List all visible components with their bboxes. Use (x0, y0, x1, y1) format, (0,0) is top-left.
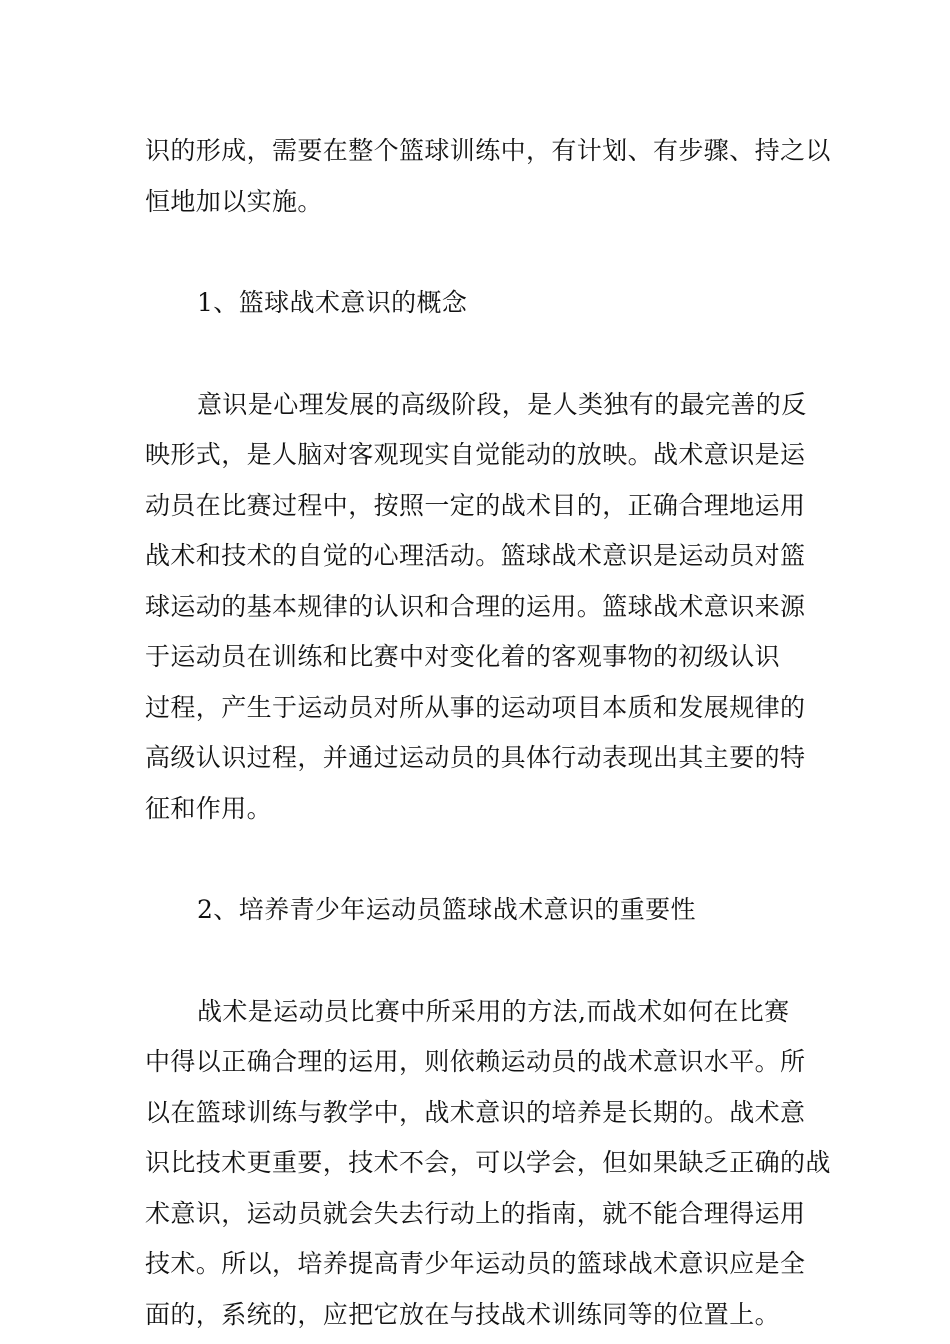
paragraph-line: 识比技术更重要，技术不会，可以学会，但如果缺乏正确的战 (145, 1148, 831, 1177)
paragraph-line: 恒地加以实施。 (145, 186, 323, 216)
paragraph-line: 以在篮球训练与教学中，战术意识的培养是长期的。战术意 (145, 1097, 806, 1127)
paragraph-line: 中得以正确合理的运用，则依赖运动员的战术意识水平。所 (145, 1047, 806, 1076)
section-2-paragraph (145, 987, 831, 1341)
paragraph-line: 高级认识过程，并通过运动员的具体行动表现出其主要的特 (145, 743, 806, 772)
paragraph-line: 术意识，运动员就会失去行动上的指南，就不能合理得运用 (145, 1198, 806, 1228)
paragraph-line: 面的，系统的，应把它放在与技战术训练同等的位置上。 (145, 1299, 781, 1329)
paragraph-line: 过程，产生于运动员对所从事的运动项目本质和发展规律的 (145, 692, 806, 722)
paragraph-line: 球运动的基本规律的认识和合理的运用。篮球战术意识来源 (145, 591, 806, 621)
paragraph-line: 战术和技术的自觉的心理活动。篮球战术意识是运动员对篮 (145, 541, 806, 570)
paragraph-line: 战术是运动员比赛中所采用的方法,而战术如何在比赛 (197, 996, 790, 1026)
paragraph-line: 动员在比赛过程中，按照一定的战术目的，正确合理地运用 (145, 490, 806, 520)
section-1-heading: 1、篮球战术意识的概念 (197, 288, 468, 317)
paragraph-gap (145, 936, 810, 987)
paragraph-line: 映形式，是人脑对客观现实自觉能动的放映。战术意识是运 (145, 440, 806, 469)
document-page (145, 126, 831, 1340)
paragraph-gap (145, 227, 810, 278)
paragraph-line: 意识是心理发展的高级阶段，是人类独有的最完善的反 (197, 389, 807, 419)
paragraph-line: 征和作用。 (145, 793, 273, 823)
paragraph-gap (145, 329, 810, 380)
paragraph-line: 识的形成，需要在整个篮球训练中，有计划、有步骤、持之以 (145, 136, 831, 165)
section-1-paragraph (145, 380, 810, 835)
section-2-heading: 2、培养青少年运动员篮球战术意识的重要性 (197, 895, 696, 924)
paragraph-line: 于运动员在训练和比赛中对变化着的客观事物的初级认识 (145, 642, 781, 671)
paragraph-line: 技术。所以，培养提高青少年运动员的篮球战术意识应是全 (145, 1249, 806, 1278)
continuation-paragraph (145, 126, 831, 227)
paragraph-gap (145, 834, 810, 885)
